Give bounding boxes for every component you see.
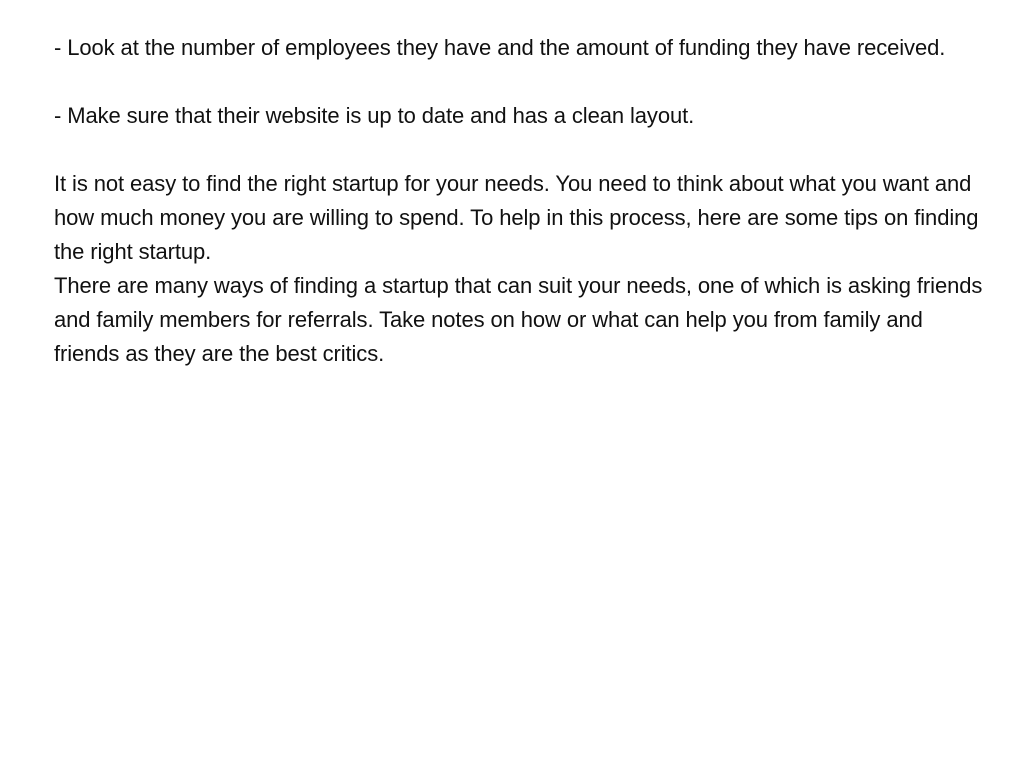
paragraph-spacer: [54, 65, 984, 99]
paragraph-finding-startup: It is not easy to find the right startup for your needs. You need to think about what you want and how much money you are willing to spend. To help in this process, here are some tips on finding the right startup.: [54, 171, 979, 264]
bullet-website-layout: - Make sure that their website is up to date and has a clean layout.: [54, 103, 695, 128]
paragraph-referrals: There are many ways of finding a startup that can suit your needs, one of which is asking friends and family members for referrals. Take notes on how or what can help you from family and friends as they are the best critics.: [54, 273, 983, 366]
slide-body-text: [54, 31, 984, 371]
paragraph-spacer: [54, 133, 984, 167]
bullet-employees-funding: - Look at the number of employees they have and the amount of funding they have received.: [54, 35, 946, 60]
